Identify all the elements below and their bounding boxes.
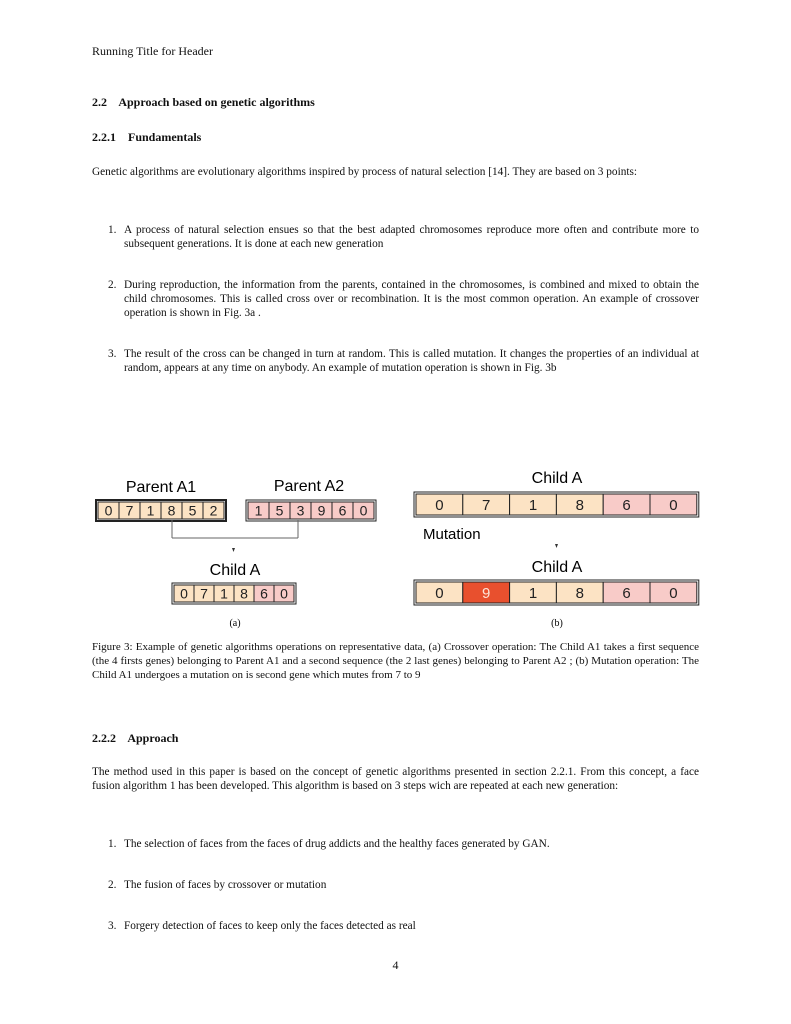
- list-item: [108, 837, 699, 851]
- approach-intro: The method used in this paper is based on the concept of genetic algorithms presented in section 2.2.1. From this concept, a face fusion algorithm 1 has been developed. This algorithm is based on 3 steps wich are repeated at each new generation:: [92, 766, 699, 792]
- gene-value: 5: [188, 502, 197, 519]
- gene-value: 0: [669, 496, 678, 514]
- subsection-heading-fundamentals: [92, 130, 201, 145]
- gene-value: 0: [669, 584, 678, 602]
- page-number: 4: [392, 958, 399, 972]
- section-number: 2.2: [92, 95, 107, 109]
- gene-value: 8: [240, 585, 248, 602]
- gene-value: 7: [200, 585, 208, 602]
- gene-value: 8: [167, 502, 176, 519]
- section-heading: [92, 95, 315, 110]
- list-number: 1.: [108, 838, 117, 850]
- crossover-child-label: Child A: [209, 562, 261, 579]
- subsection-number: 2.2.2: [92, 731, 116, 745]
- gene-value: 0: [104, 502, 113, 519]
- list-text: The result of the cross can be changed in turn at random. This is called mutation. It changes the properties of an individual at random, appears at any time on anybody. An example of mutation operation is shown in Fig. 3b: [124, 348, 699, 374]
- figure-3: [0, 455, 791, 635]
- gene-value: 7: [482, 496, 491, 514]
- mutation-after-chromosome: [414, 580, 699, 605]
- list-text: Forgery detection of faces to keep only the faces detected as real: [124, 920, 416, 932]
- gene-value: 5: [275, 502, 284, 519]
- gene-value: 9: [317, 502, 326, 519]
- subfigure-label-b: (b): [551, 618, 563, 629]
- gene-value: 6: [260, 585, 268, 602]
- list-item: [108, 278, 699, 320]
- mutation-before-chromosome: [414, 492, 699, 517]
- gene-value: 1: [254, 502, 263, 519]
- list-number: 1.: [108, 224, 117, 236]
- gene-value: 0: [280, 585, 288, 602]
- gene-value: 1: [146, 502, 155, 519]
- section-title: Approach based on genetic algorithms: [118, 95, 315, 109]
- fundamentals-intro: Genetic algorithms are evolutionary algorithms inspired by process of natural selection [14]. They are based on 3 points:: [92, 166, 638, 178]
- list-text: During reproduction, the information from the parents, contained in the chromosomes, is combined and mixed to obtain the child chromosomes. This is called cross over or recombination. It is the most common operation. An example of crossover operation is shown in Fig. 3a .: [124, 279, 699, 319]
- list-text: The fusion of faces by crossover or mutation: [124, 879, 327, 891]
- list-item: [108, 878, 699, 892]
- gene-value: 0: [180, 585, 188, 602]
- gene-value: 1: [528, 584, 538, 602]
- mutation-label: Mutation: [423, 526, 481, 543]
- gene-value: 0: [359, 502, 368, 519]
- subsection-title: Fundamentals: [128, 130, 202, 144]
- list-number: 2.: [108, 279, 117, 291]
- crossover-child-chromosome: [172, 583, 296, 604]
- parent-a2-chromosome: [246, 500, 376, 521]
- parent-a1-label: Parent A1: [125, 479, 197, 496]
- gene-value: 0: [435, 584, 444, 602]
- subfigure-label-a: (a): [229, 618, 241, 629]
- mutation-top-label: Child A: [531, 470, 583, 487]
- list-number: 3.: [108, 348, 117, 360]
- subsection-number: 2.2.1: [92, 130, 116, 144]
- list-number: 3.: [108, 920, 117, 932]
- parent-a2-label: Parent A2: [273, 478, 345, 495]
- figure-caption: Figure 3: Example of genetic algorithms operations on representative data, (a) Crossover operation: The Child A1 takes a first sequence (the 4 firsts genes) belonging to Parent A1 and a second sequence (the 2 last genes) belonging to Parent A2 ; (b) Mutation operation: The Child A1 undergoes a mutation on is second gene which mutes from 7 to 9: [92, 641, 699, 681]
- list-text: A process of natural selection ensues so that the best adapted chromosomes reproduce more often and contribute more to subsequent generations. It is done at each new generation: [124, 224, 699, 250]
- subsection-heading-approach: [92, 731, 178, 746]
- list-item: [108, 347, 699, 375]
- gene-value: 2: [209, 502, 218, 519]
- gene-value: 1: [528, 496, 538, 514]
- crossover-connector: [172, 520, 298, 552]
- gene-value: 8: [575, 496, 584, 514]
- gene-value: 6: [622, 496, 631, 514]
- subsection-title: Approach: [127, 731, 179, 745]
- gene-value: 9: [482, 584, 491, 602]
- running-title: Running Title for Header: [92, 44, 213, 58]
- gene-value: 6: [338, 502, 347, 519]
- mutation-arrow-icon: [555, 544, 558, 548]
- list-number: 2.: [108, 879, 117, 891]
- mutation-bottom-label: Child A: [531, 559, 583, 576]
- gene-value: 0: [435, 496, 444, 514]
- list-text: The selection of faces from the faces of drug addicts and the healthy faces generated by GAN.: [124, 838, 550, 850]
- gene-value: 7: [125, 502, 134, 519]
- gene-value: 3: [296, 502, 305, 519]
- gene-value: 8: [575, 584, 584, 602]
- gene-value: 1: [220, 585, 228, 602]
- gene-value: 6: [622, 584, 631, 602]
- crossover-arrow-icon: [232, 548, 235, 552]
- list-item: [108, 223, 699, 251]
- parent-a1-chromosome: [96, 500, 226, 521]
- list-item: [108, 919, 699, 933]
